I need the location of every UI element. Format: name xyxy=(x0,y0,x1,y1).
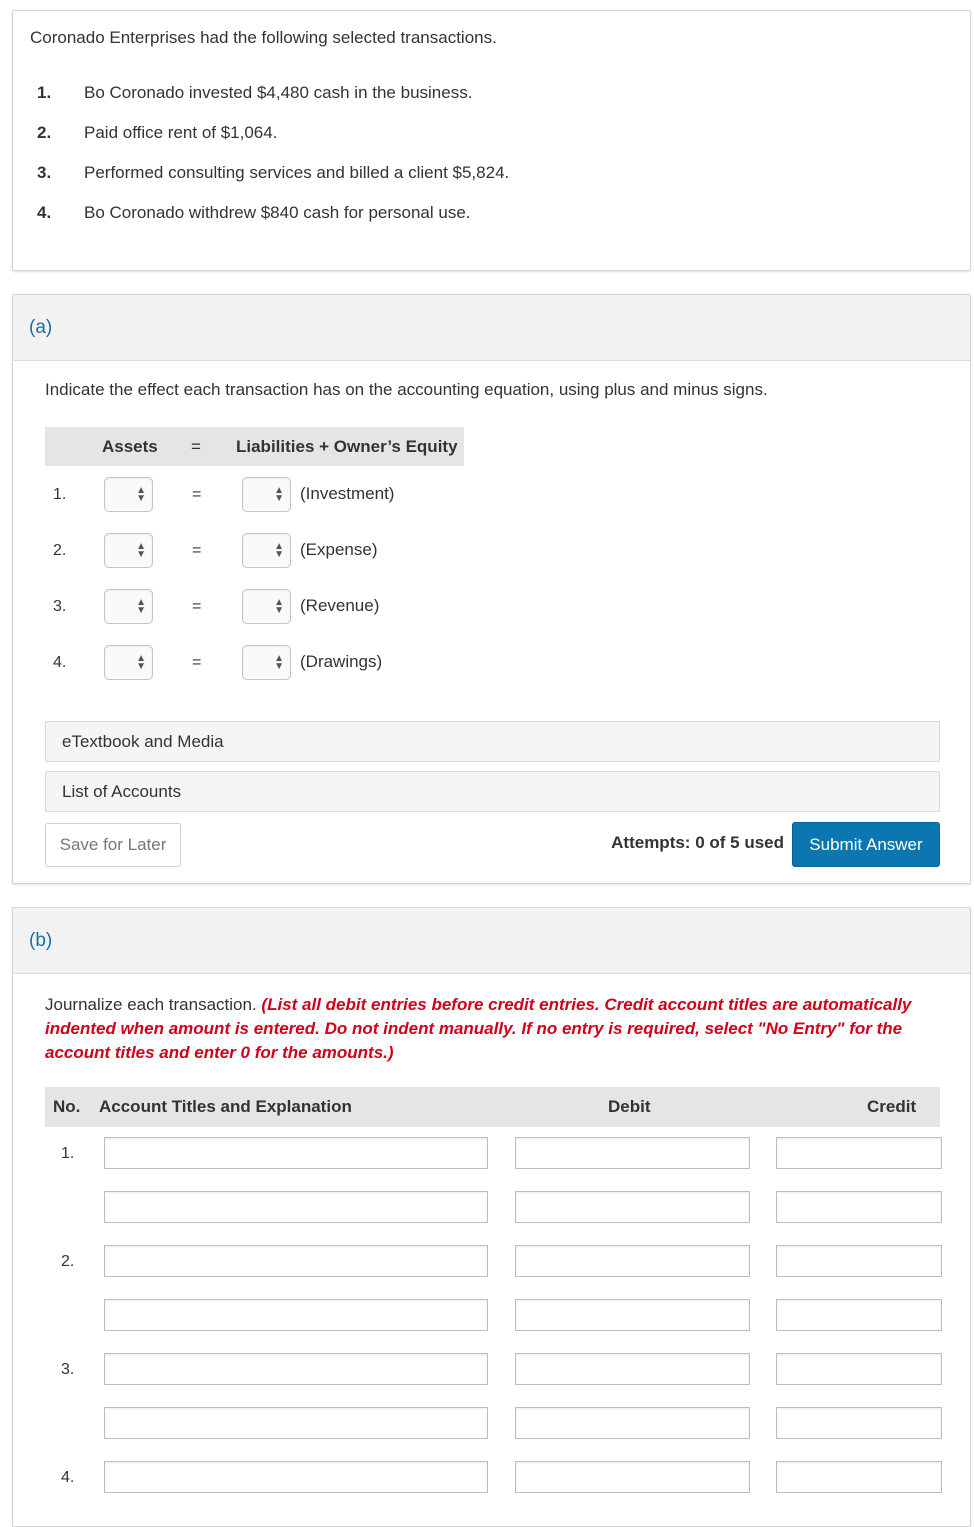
select-arrows-icon: ▲ ▼ xyxy=(136,541,146,560)
credit-input[interactable] xyxy=(776,1353,942,1385)
transaction-number: 4. xyxy=(37,203,52,222)
equity-sign-select[interactable] xyxy=(242,533,291,568)
debit-input[interactable] xyxy=(515,1299,750,1331)
part-b-instruction xyxy=(45,993,945,1065)
equation-table-header xyxy=(45,427,464,466)
etextbook-media-link[interactable] xyxy=(45,721,940,762)
assets-column-header: Assets xyxy=(102,437,158,456)
submit-answer-button[interactable]: Submit Answer xyxy=(792,822,940,867)
row-number: 2. xyxy=(53,542,67,559)
equals-sign: = xyxy=(192,598,202,615)
equals-sign: = xyxy=(192,542,202,559)
credit-input[interactable] xyxy=(776,1407,942,1439)
transaction-text: Bo Coronado withdrew $840 cash for personal use. xyxy=(84,203,471,222)
journal-table-header xyxy=(45,1087,940,1127)
row-number: 1. xyxy=(53,486,67,503)
debit-input[interactable] xyxy=(515,1191,750,1223)
equity-sign-select[interactable] xyxy=(242,589,291,624)
credit-input[interactable] xyxy=(776,1461,942,1493)
debit-input[interactable] xyxy=(515,1137,750,1169)
assets-sign-select[interactable] xyxy=(104,477,153,512)
part-b-panel xyxy=(12,907,971,1527)
credit-input[interactable] xyxy=(776,1191,942,1223)
account-title-input[interactable] xyxy=(104,1353,488,1385)
account-titles-column-header: Account Titles and Explanation xyxy=(99,1097,352,1116)
account-title-input[interactable] xyxy=(104,1191,488,1223)
entry-number: 1. xyxy=(61,1145,75,1162)
equation-row xyxy=(45,477,645,513)
transactions-panel xyxy=(12,10,971,271)
select-arrows-icon: ▲ ▼ xyxy=(136,485,146,504)
effect-label: (Investment) xyxy=(300,484,395,503)
transaction-text: Paid office rent of $1,064. xyxy=(84,123,278,142)
transaction-number: 1. xyxy=(37,83,52,102)
select-arrows-icon: ▲ ▼ xyxy=(136,653,146,672)
save-for-later-button[interactable]: Save for Later xyxy=(45,823,181,867)
transaction-text: Bo Coronado invested $4,480 cash in the business. xyxy=(84,83,473,102)
list-of-accounts-link[interactable] xyxy=(45,771,940,812)
attempts-counter: Attempts: 0 of 5 used xyxy=(611,833,784,852)
transaction-text: Performed consulting services and billed a client $5,824. xyxy=(84,163,510,182)
select-arrows-icon: ▲ ▼ xyxy=(274,541,284,560)
instruction-text: Journalize each transaction. xyxy=(45,995,257,1014)
select-arrows-icon: ▲ ▼ xyxy=(136,597,146,616)
select-arrows-icon: ▲ ▼ xyxy=(274,597,284,616)
select-arrows-icon: ▲ ▼ xyxy=(274,653,284,672)
row-number: 4. xyxy=(53,654,67,671)
part-b-label: (b) xyxy=(29,930,53,951)
account-title-input[interactable] xyxy=(104,1245,488,1277)
equals-column-header: = xyxy=(191,437,201,456)
assets-sign-select[interactable] xyxy=(104,589,153,624)
debit-input[interactable] xyxy=(515,1353,750,1385)
entry-number: 4. xyxy=(61,1469,75,1486)
assets-sign-select[interactable] xyxy=(104,645,153,680)
account-title-input[interactable] xyxy=(104,1137,488,1169)
debit-input[interactable] xyxy=(515,1245,750,1277)
problem-statement: Coronado Enterprises had the following selected transactions. xyxy=(30,28,497,47)
equation-row xyxy=(45,645,645,681)
account-title-input[interactable] xyxy=(104,1461,488,1493)
entry-number: 3. xyxy=(61,1361,75,1378)
effect-label: (Drawings) xyxy=(300,652,383,671)
equals-sign: = xyxy=(192,654,202,671)
transaction-number: 2. xyxy=(37,123,52,142)
equals-sign: = xyxy=(192,486,202,503)
equation-row xyxy=(45,589,645,625)
credit-input[interactable] xyxy=(776,1299,942,1331)
transaction-number: 3. xyxy=(37,163,52,182)
credit-column-header: Credit xyxy=(867,1097,917,1116)
debit-input[interactable] xyxy=(515,1461,750,1493)
etextbook-media-label: eTextbook and Media xyxy=(62,732,224,751)
account-title-input[interactable] xyxy=(104,1299,488,1331)
entry-number: 2. xyxy=(61,1253,75,1270)
instruction-note: (List all debit entries before credit entries. Credit account titles are automatically indented when amount is entered. Do not indent manually. If no entry is required, select "No Entry" for the account titles and enter 0 for the amounts.) xyxy=(45,995,912,1062)
account-title-input[interactable] xyxy=(104,1407,488,1439)
equation-row xyxy=(45,533,645,569)
select-arrows-icon: ▲ ▼ xyxy=(274,485,284,504)
part-a-instruction: Indicate the effect each transaction has on the accounting equation, using plus and minus signs. xyxy=(45,380,768,399)
effect-label: (Revenue) xyxy=(300,596,380,615)
part-a-header xyxy=(13,295,970,361)
effect-label: (Expense) xyxy=(300,540,378,559)
row-number: 3. xyxy=(53,598,67,615)
debit-column-header: Debit xyxy=(608,1097,651,1116)
credit-input[interactable] xyxy=(776,1137,942,1169)
equity-sign-select[interactable] xyxy=(242,477,291,512)
liabilities-equity-column-header: Liabilities + Owner’s Equity xyxy=(236,437,458,456)
part-a-panel xyxy=(12,294,971,884)
credit-input[interactable] xyxy=(776,1245,942,1277)
no-column-header: No. xyxy=(53,1097,81,1116)
part-b-header xyxy=(13,908,970,974)
debit-input[interactable] xyxy=(515,1407,750,1439)
part-a-label: (a) xyxy=(29,317,53,338)
equity-sign-select[interactable] xyxy=(242,645,291,680)
assets-sign-select[interactable] xyxy=(104,533,153,568)
list-of-accounts-label: List of Accounts xyxy=(62,782,182,801)
